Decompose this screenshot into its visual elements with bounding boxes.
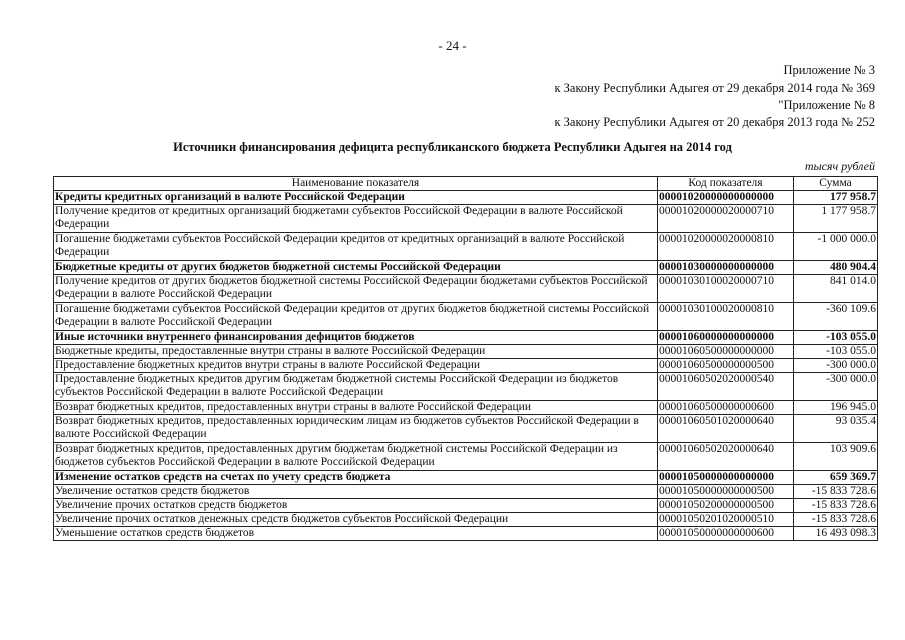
row-code: 00001050200000000500 xyxy=(658,499,794,513)
table-row xyxy=(54,373,878,401)
row-code: 00001030100020000810 xyxy=(658,303,794,331)
appendix-line-3: "Приложение № 8 xyxy=(778,98,875,112)
row-sum: -300 000.0 xyxy=(794,373,878,401)
row-sum: -300 000.0 xyxy=(794,359,878,373)
row-name: Возврат бюджетных кредитов, предоставленных другим бюджетам бюджетной системы Российской Федерации из бюджетов субъектов Российской Федерации в валюте Российской Федерации xyxy=(54,443,658,471)
row-sum: 103 909.6 xyxy=(794,443,878,471)
row-name: Получение кредитов от других бюджетов бюджетной системы Российской Федерации бюджетами субъектов Российской Федерации в валюте Российской Федерации xyxy=(54,275,658,303)
table-row xyxy=(54,359,878,373)
row-code: 00001030100020000710 xyxy=(658,275,794,303)
table-row xyxy=(54,233,878,261)
row-name: Бюджетные кредиты, предоставленные внутри страны в валюте Российской Федерации xyxy=(54,345,658,359)
table-row xyxy=(54,443,878,471)
table-row xyxy=(54,415,878,443)
row-name: Получение кредитов от кредитных организаций бюджетами субъектов Российской Федерации в валюте Российской Федерации xyxy=(54,205,658,233)
row-name: Иные источники внутреннего финансирования дефицитов бюджетов xyxy=(54,331,658,345)
row-name: Увеличение прочих остатков средств бюджетов xyxy=(54,499,658,513)
row-sum: -15 833 728.6 xyxy=(794,513,878,527)
header-name: Наименование показателя xyxy=(54,177,658,191)
row-code: 00001050000000000500 xyxy=(658,485,794,499)
row-name: Возврат бюджетных кредитов, предоставленных юридическим лицам из бюджетов субъектов Российской Федерации в валюте Российской Федерации xyxy=(54,415,658,443)
row-sum: -1 000 000.0 xyxy=(794,233,878,261)
table-row xyxy=(54,275,878,303)
row-sum: 196 945.0 xyxy=(794,401,878,415)
table-row xyxy=(54,303,878,331)
row-code: 00001060500000000000 xyxy=(658,345,794,359)
row-code: 00001020000020000810 xyxy=(658,233,794,261)
row-code: 00001020000020000710 xyxy=(658,205,794,233)
row-name: Возврат бюджетных кредитов, предоставленных внутри страны в валюте Российской Федерации xyxy=(54,401,658,415)
row-name: Предоставление бюджетных кредитов внутри страны в валюте Российской Федерации xyxy=(54,359,658,373)
header-sum: Сумма xyxy=(794,177,878,191)
table-row xyxy=(54,527,878,541)
row-name: Погашение бюджетами субъектов Российской Федерации кредитов от других бюджетов бюджетной системы Российской Федерации в валюте Российской Федерации xyxy=(54,303,658,331)
row-sum: 659 369.7 xyxy=(794,471,878,485)
table-row xyxy=(54,513,878,527)
table-row xyxy=(54,401,878,415)
table-header-row xyxy=(54,177,878,191)
table-row xyxy=(54,205,878,233)
table-row xyxy=(54,345,878,359)
row-sum: -103 055.0 xyxy=(794,331,878,345)
row-code: 00001050000000000000 xyxy=(658,471,794,485)
table-row xyxy=(54,499,878,513)
row-sum: -15 833 728.6 xyxy=(794,499,878,513)
row-sum: 841 014.0 xyxy=(794,275,878,303)
row-name: Погашение бюджетами субъектов Российской Федерации кредитов от кредитных организаций в валюте Российской Федерации xyxy=(54,233,658,261)
row-name: Бюджетные кредиты от других бюджетов бюджетной системы Российской Федерации xyxy=(54,261,658,275)
row-code: 00001030000000000000 xyxy=(658,261,794,275)
row-code: 00001060501020000640 xyxy=(658,415,794,443)
row-code: 00001060500000000600 xyxy=(658,401,794,415)
table-row xyxy=(54,261,878,275)
row-name: Увеличение прочих остатков денежных средств бюджетов субъектов Российской Федерации xyxy=(54,513,658,527)
appendix-line-4: к Закону Республики Адыгея от 20 декабря 2013 года № 252 xyxy=(554,115,875,129)
page-number: - 24 - xyxy=(438,38,467,53)
table-row xyxy=(54,485,878,499)
row-sum: -360 109.6 xyxy=(794,303,878,331)
row-code: 00001050000000000600 xyxy=(658,527,794,541)
row-sum: 480 904.4 xyxy=(794,261,878,275)
row-name: Кредиты кредитных организаций в валюте Российской Федерации xyxy=(54,191,658,205)
units-label: тысяч рублей xyxy=(804,159,875,173)
row-sum: -15 833 728.6 xyxy=(794,485,878,499)
row-code: 00001060500000000500 xyxy=(658,359,794,373)
row-name: Увеличение остатков средств бюджетов xyxy=(54,485,658,499)
row-code: 00001060502020000540 xyxy=(658,373,794,401)
row-sum: 177 958.7 xyxy=(794,191,878,205)
table-body xyxy=(54,191,878,541)
row-code: 00001050201020000510 xyxy=(658,513,794,527)
row-name: Предоставление бюджетных кредитов другим бюджетам бюджетной системы Российской Федерации из бюджетов субъектов Российской Федерации в валюте Российской Федерации xyxy=(54,373,658,401)
table-row xyxy=(54,471,878,485)
row-sum: 1 177 958.7 xyxy=(794,205,878,233)
row-sum: 93 035.4 xyxy=(794,415,878,443)
row-code: 00001060502020000640 xyxy=(658,443,794,471)
document-title: Источники финансирования дефицита республиканского бюджета Республики Адыгея на 2014 год xyxy=(173,140,732,154)
row-sum: 16 493 098.3 xyxy=(794,527,878,541)
financing-sources-table xyxy=(53,176,878,541)
row-name: Изменение остатков средств на счетах по учету средств бюджета xyxy=(54,471,658,485)
table-row xyxy=(54,331,878,345)
appendix-line-2: к Закону Республики Адыгея от 29 декабря 2014 года № 369 xyxy=(554,81,875,95)
table-row xyxy=(54,191,878,205)
row-sum: -103 055.0 xyxy=(794,345,878,359)
row-name: Уменьшение остатков средств бюджетов xyxy=(54,527,658,541)
row-code: 00001020000000000000 xyxy=(658,191,794,205)
row-code: 00001060000000000000 xyxy=(658,331,794,345)
header-code: Код показателя xyxy=(658,177,794,191)
appendix-line-1: Приложение № 3 xyxy=(783,63,875,77)
